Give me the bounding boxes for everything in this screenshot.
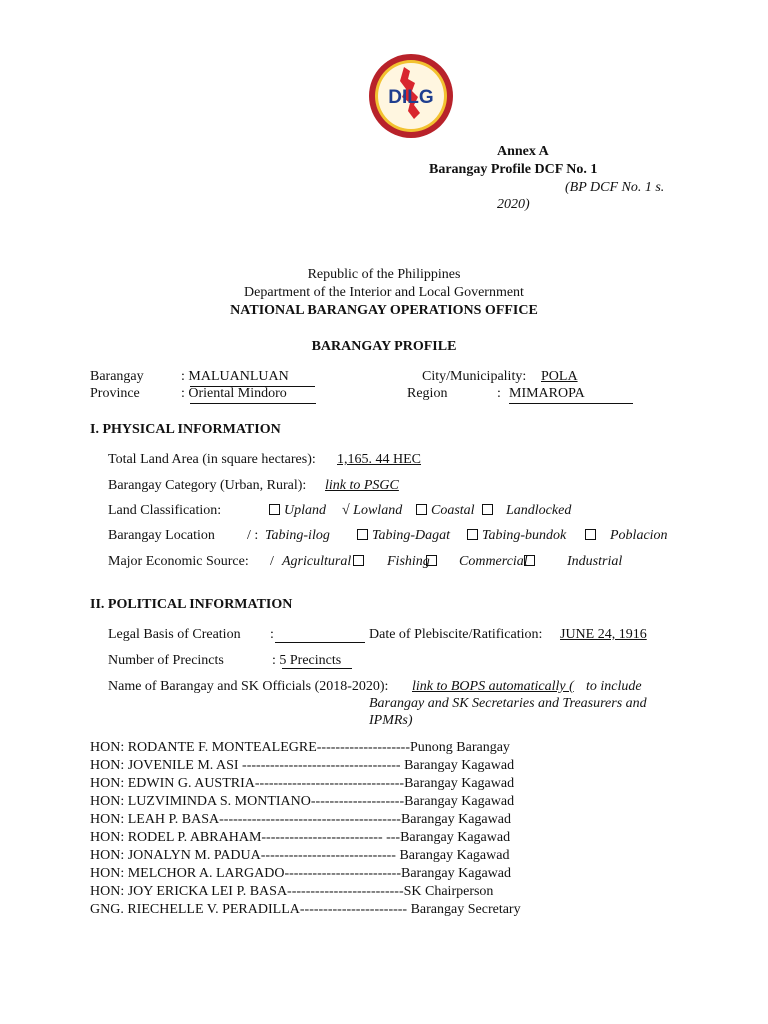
officials-note-3: IPMRs) [369,713,413,728]
land-area-label: Total Land Area (in square hectares): [108,452,316,467]
region-colon: : [497,386,501,401]
city-value: POLA [541,369,578,384]
official-row: HON: JONALYN M. PADUA----------------------------- Barangay Kagawad [90,848,510,863]
officials-list [90,739,521,919]
legal-basis-blank[interactable] [275,642,365,643]
checkbox-icon [357,529,368,540]
header-department: Department of the Interior and Local Government [244,285,524,300]
dilg-seal-logo [368,53,454,139]
precincts-value: : 5 Precincts [272,653,342,668]
region-label: Region [407,386,448,401]
official-row: HON: JOY ERICKA LEI P. BASA-------------------------SK Chairperson [90,884,494,899]
region-value: MIMAROPA [509,386,585,401]
official-row: HON: MELCHOR A. LARGADO-------------------------Barangay Kagawad [90,866,512,881]
checkbox-icon [353,555,364,566]
province-label: Province [90,386,140,401]
location-poblacion[interactable]: Poblacion [585,528,668,544]
classification-upland[interactable]: Upland [269,503,326,519]
city-label: City/Municipality: [422,369,527,384]
location-tabing-ilog[interactable]: Tabing-ilog [265,528,330,543]
political-heading: II. POLITICAL INFORMATION [90,597,293,612]
economic-fishing[interactable]: Fishing [387,554,441,570]
barangay-label: Barangay [90,369,144,384]
classification-label: Land Classification: [108,503,222,518]
location-tabing-dagat[interactable]: Tabing-Dagat [357,528,450,544]
physical-heading: I. PHYSICAL INFORMATION [90,422,281,437]
checkbox-icon [269,504,280,515]
official-row: HON: JOVENILE M. ASI ---------------------------------- Barangay Kagawad [90,758,515,773]
location-mark: / : [247,528,259,543]
region-underline [509,403,633,404]
officials-note-2: Barangay and SK Secretaries and Treasurers and [369,696,647,711]
checkbox-icon [416,504,427,515]
plebiscite-label: Date of Plebiscite/Ratification: [369,627,543,642]
official-row: HON: RODANTE F. MONTEALEGRE--------------------Punong Barangay [90,740,510,755]
plebiscite-value: JUNE 24, 1916 [560,627,647,642]
logo-text: DILG [388,87,434,108]
economic-commercial[interactable]: Commercial [459,554,539,570]
classification-landlocked-checkbox[interactable] [482,503,497,519]
category-label: Barangay Category (Urban, Rural): [108,478,307,493]
annex-ref-line2: 2020) [497,197,530,212]
checkbox-icon [426,555,437,566]
checkbox-icon [467,529,478,540]
header-republic: Republic of the Philippines [307,267,461,282]
header-office: NATIONAL BARANGAY OPERATIONS OFFICE [230,303,538,318]
annex-title: Annex A [497,144,549,159]
official-row: HON: LUZVIMINDA S. MONTIANO--------------------Barangay Kagawad [90,794,515,809]
official-row: HON: EDWIN G. AUSTRIA--------------------------------Barangay Kagawad [90,776,515,791]
precincts-underline [282,668,352,669]
official-row: HON: LEAH P. BASA---------------------------------------Barangay Kagawad [90,812,511,827]
annex-ref-line1: (BP DCF No. 1 s. [565,180,665,195]
checkbox-icon [482,504,493,515]
precincts-label: Number of Precincts [108,653,224,668]
official-row: GNG. RIECHELLE V. PERADILLA----------------------- Barangay Secretary [90,902,521,917]
officials-link[interactable]: link to BOPS automatically ( [412,679,574,694]
province-value: : Oriental Mindoro [181,386,287,401]
economic-industrial[interactable]: Industrial [567,554,623,569]
officials-label: Name of Barangay and SK Officials (2018-2020): [108,679,389,694]
officials-note-1: to include [586,679,642,694]
checkbox-icon [524,555,535,566]
barangay-value: : MALUANLUAN [181,369,289,384]
legal-basis-colon: : [270,627,274,642]
economic-agricultural[interactable]: Agricultural [282,554,368,570]
province-underline [190,403,316,404]
official-row: HON: RODEL P. ABRAHAM-------------------------- ---Barangay Kagawad [90,830,511,845]
category-link[interactable]: link to PSGC [325,478,399,493]
classification-lowland[interactable]: √ Lowland [342,503,403,518]
annex-form: Barangay Profile DCF No. 1 [429,162,598,177]
legal-basis-label: Legal Basis of Creation [108,627,241,642]
checkbox-icon [585,529,596,540]
location-label: Barangay Location [108,528,215,543]
economic-mark: / [270,554,274,569]
classification-landlocked: Landlocked [506,503,572,518]
economic-label: Major Economic Source: [108,554,249,569]
location-tabing-bundok[interactable]: Tabing-bundok [467,528,566,544]
classification-coastal[interactable]: Coastal [416,503,475,519]
land-area-value: 1,165. 44 HEC [337,452,421,467]
page-title: BARANGAY PROFILE [311,339,457,354]
